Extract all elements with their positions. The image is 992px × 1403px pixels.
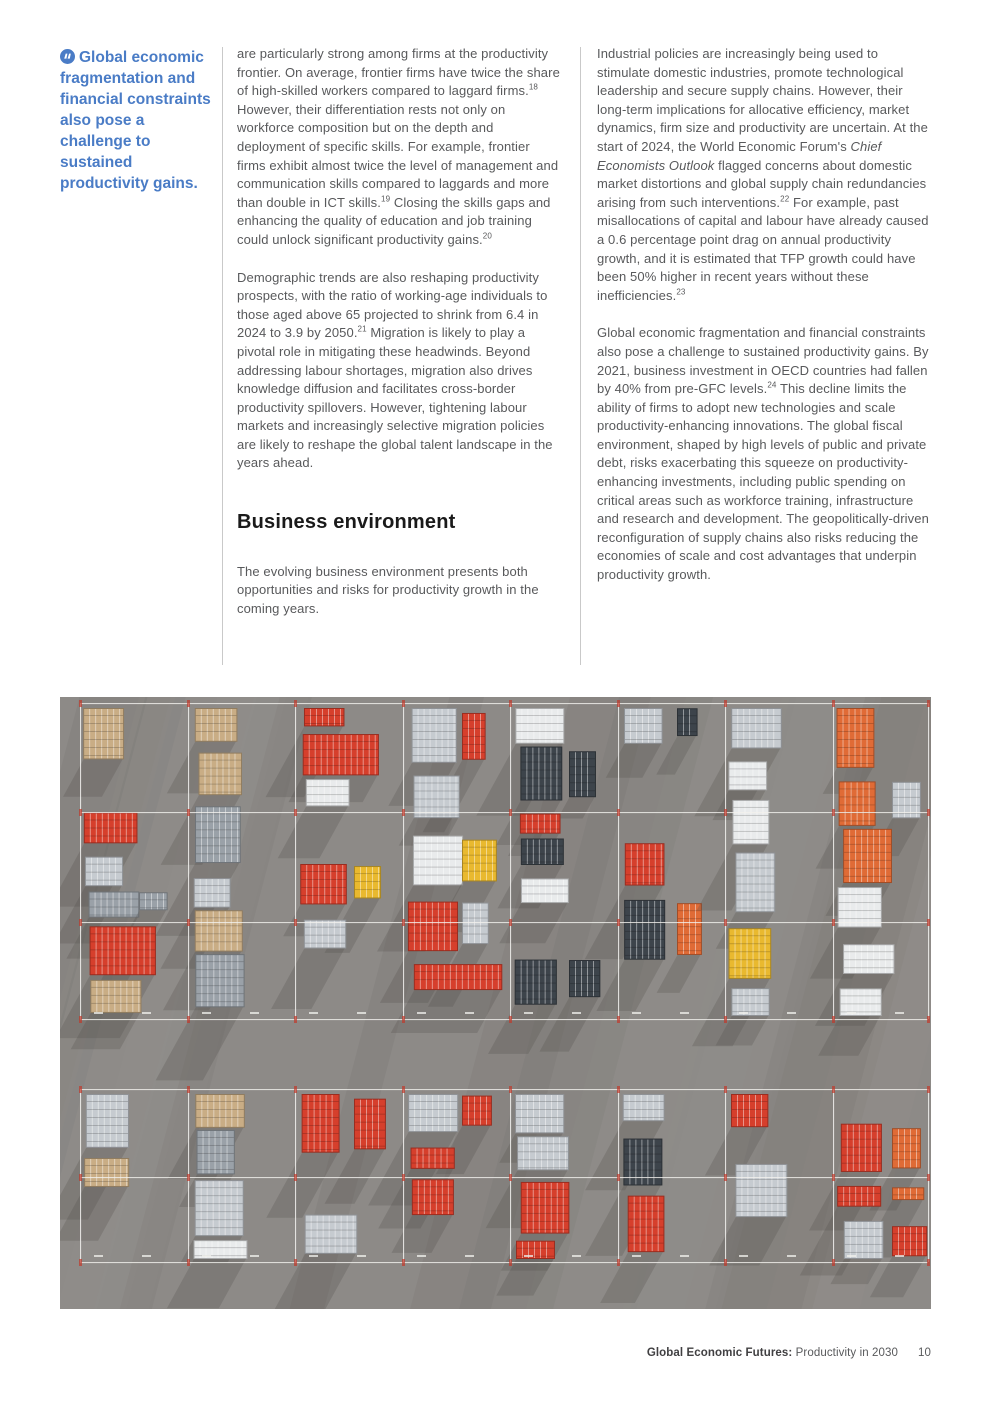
text-column-1 [237,45,562,637]
quote-icon [60,49,75,64]
column-divider-left [222,47,223,665]
section-heading-business-environment: Business environment [237,511,456,534]
pull-quote [60,47,215,194]
paragraph-skills: are particularly strong among firms at the productivity frontier. On average, frontier firms have twice the share of high-skilled workers compared to laggard firms.$^{18}$ However, their differentiation rests not only on workforce composition but on the depth and deployment of specific skills. For example, frontier firms exhibit almost twice the level of management and communication skills compared to laggards and more than double in ICT skills.$^{19}$ Closing the skills gaps and enhancing the quality of education and job training could unlock significant productivity gains.$^{20}$ [237,46,560,247]
container-yard-photo [60,697,931,1309]
column-divider-right [580,47,581,665]
paragraph-industrial-policies: Industrial policies are increasingly being used to stimulate domestic industries, promote technological leadership and secure supply chains. However, their long-term implications for allocative efficiency, market dynamics, firm size and productivity are uncertain. At the start of 2024, the World Economic Forum's Chief Economists Outlook flagged concerns about domestic market distortions and global supply chain redundancies arising from such interventions.$^{22}$ For example, past misallocations of capital and labour have already caused a 0.6 percentage point drag on annual productivity growth, and it is estimated that TFP growth could have been 50% higher in recent years without these inefficiencies.$^{23}$ [597,46,929,303]
paragraph-business-intro: The evolving business environment presents both opportunities and risks for productivity growth in the coming years. [237,563,539,616]
paragraph-fragmentation: Global economic fragmentation and financial constraints also pose a challenge to sustained productivity gains. By 2021, business investment in OECD countries had fallen by 40% from pre-GFC levels.$^{24}$ This decline limits the ability of firms to adopt new technologies and scale productivity-enhancing innovations. The global fiscal environment, shaped by high levels of public and private debt, risks exacerbating this squeeze on productivity-enhancing investments, including public spending on critical areas such as workforce training, infrastructure and research and development. The geopolitically-driven reconfiguration of supply chains also risks reducing the economies of scale and cost advantages that underpin productivity growth. [597,325,929,583]
yard-photo-svg [60,697,931,1309]
text-column-2 [597,45,933,604]
page-number: 10 [918,1347,931,1359]
page-footer [60,1347,931,1359]
paragraph-demographics: Demographic trends are also reshaping productivity prospects, with the ratio of working-age individuals to those aged above 65 projected to shrink from 6.4 in 2024 to 3.9 by 2050.21 Migration is likely to play a pivotal role in mitigating these headwinds. Beyond addressing labour shortages, migration also drives knowledge diffusion and facilitates cross-border productivity spillovers. However, tightening labour markets and increasingly selective migration policies are likely to reshape the global talent landscape in the years ahead. [237,269,553,471]
footer-report-subtitle: Productivity in 2030 [792,1347,898,1359]
footer-report-title: Global Economic Futures: [646,1347,793,1359]
pull-quote-text: Global economic fragmentation and financial constraints also pose a challenge to sustained productivity gains. [60,49,211,192]
